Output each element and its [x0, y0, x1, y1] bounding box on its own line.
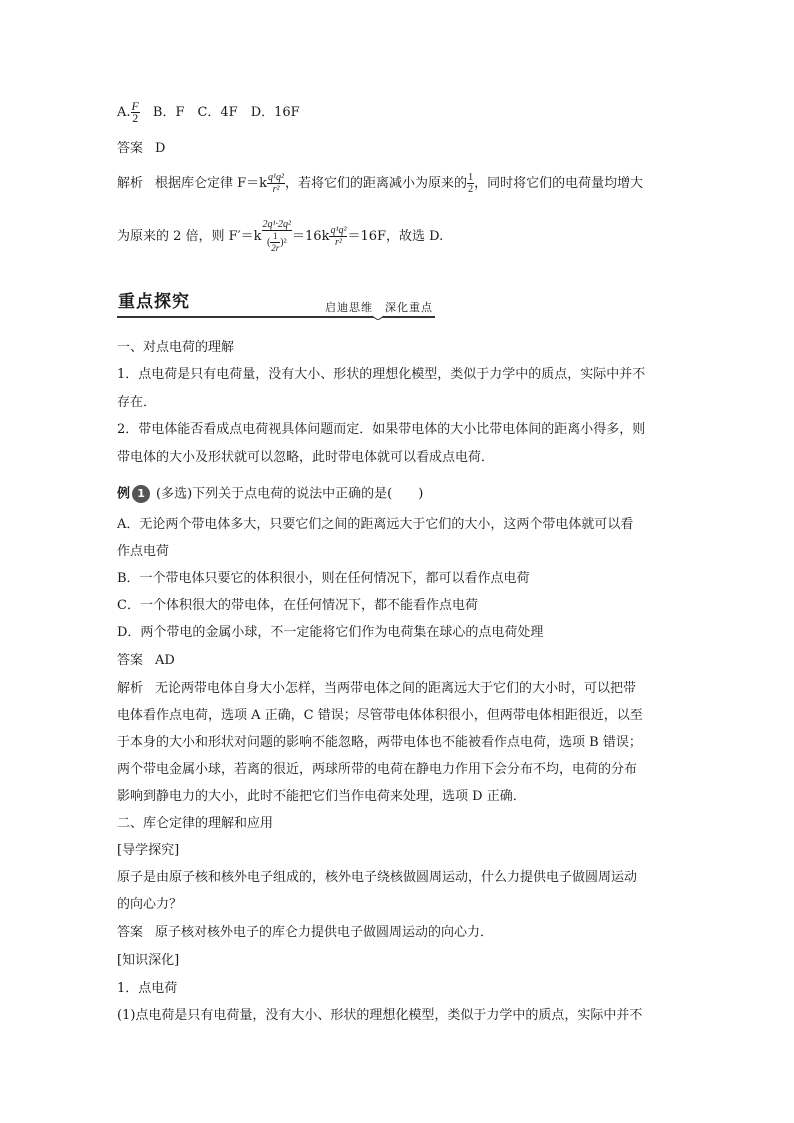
- paren-open: (: [266, 236, 271, 248]
- paren-close: )²: [280, 236, 287, 248]
- part2-paragraph-1: (1)点电荷是只有电荷量，没有大小、形状的理想化模型，类似于力学中的质点，实际中并不: [117, 1008, 643, 1023]
- part1-heading: 一、对点电荷的理解: [117, 340, 235, 355]
- new-force-fraction: [262, 219, 293, 254]
- fraction-numerator: 1: [468, 172, 474, 183]
- option-a-line-1: A．无论两个带电体多大，只要它们之间的距离远大于它们的大小，这两个带电体就可以看: [117, 517, 634, 532]
- analysis-label: 解析: [117, 176, 144, 191]
- fraction-denominator: 2: [468, 184, 474, 195]
- answer-value: D: [155, 141, 166, 156]
- example-answer-line: [117, 652, 175, 670]
- fraction-numerator: F: [131, 99, 139, 113]
- example-analysis-line-1: [117, 680, 636, 698]
- fraction-numerator: q¹q²: [330, 225, 347, 236]
- options-rest: B．F C．4F D．16F: [152, 105, 300, 120]
- analysis-text: ＝16k: [292, 229, 330, 244]
- part2-answer-line: [117, 924, 493, 942]
- option-c-line: C．一个体积很大的带电体，在任何情况下，都不能看作点电荷: [117, 598, 478, 613]
- example-analysis-line-5: 影响到静电力的大小，此时不能把它们当作电荷来处理，选项 D 正确．: [117, 789, 526, 804]
- example-stem: (多选)下列关于点电荷的说法中正确的是( ): [156, 486, 424, 502]
- section-subtitle: 启迪思维 深化重点: [325, 301, 433, 314]
- part1-text-1: 1．点电荷是只有电荷量，没有大小、形状的理想化模型，类似于力学中的质点，实际中并不: [117, 367, 646, 382]
- analysis-text: ＝16F，故选 D.: [347, 229, 444, 244]
- part1-text-2: 存在．: [117, 395, 157, 410]
- part2-question-1: 原子是由原子核和核外电子组成的，核外电子绕核做圆周运动，什么力提供电子做圆周运动: [117, 870, 638, 885]
- fraction-denominator: r²: [335, 237, 342, 248]
- fraction-numerator: 2q¹·2q²: [262, 219, 292, 230]
- options-line: [117, 101, 300, 124]
- answer-line: [117, 140, 165, 158]
- section-title: 重点探究: [118, 292, 190, 312]
- section-notch-icon: [372, 312, 384, 320]
- analysis-text: ，同时将它们的电荷量均增大: [474, 176, 644, 191]
- option-d-line: D．两个带电的金属小球，不一定能将它们作为电荷集在球心的点电荷处理: [117, 625, 544, 640]
- section-rule: [117, 316, 435, 318]
- fraction-denominator: [262, 231, 293, 254]
- knowledge-deepen-tag: [知识深化]: [117, 953, 180, 968]
- answer-label: 答案: [117, 653, 144, 668]
- part1-text-4: 带电体的大小及形状就可以忽略，此时带电体就可以看成点电荷．: [117, 450, 495, 465]
- option-a-fraction: [131, 101, 140, 124]
- fraction-numerator: 1: [270, 231, 280, 243]
- example-analysis-line-4: 两个带电金属小球，若离的很近，两球所带的电荷在静电力作用下会分布不均，电荷的分布: [117, 762, 638, 777]
- example-stem-line: [117, 485, 423, 504]
- analysis-label: 解析: [117, 681, 144, 696]
- example-analysis-line-3: 于本身的大小和形状对问题的影响不能忽略，两带电体也不能被看作点电荷，选项 B 错误；: [117, 735, 642, 750]
- analysis-line-2: [117, 219, 443, 254]
- analysis-text: 无论两带电体自身大小怎样，当两带电体之间的距离远大于它们的大小时，可以把带: [155, 681, 637, 696]
- example-analysis-line-2: 电体看作点电荷，选项 A 正确，C 错误；尽管带电体体积很小，但两带电体相距很近，以至: [117, 708, 643, 723]
- example-number-badge: 1: [132, 485, 150, 503]
- inner-fraction: [270, 231, 280, 254]
- result-fraction: [329, 225, 347, 248]
- analysis-text: 根据库仑定律 F＝k: [155, 176, 268, 191]
- part2-sub-heading: 1．点电荷: [117, 981, 178, 996]
- answer-value: AD: [155, 653, 175, 668]
- part2-question-2: 的向心力？: [117, 897, 183, 912]
- analysis-line-1: [117, 172, 643, 195]
- coulomb-fraction: [267, 172, 285, 195]
- part1-text-3: 2．带电体能否看成点电荷视具体问题而定．如果带电体的大小比带电体间的距离小得多，则: [117, 422, 646, 437]
- analysis-text: 为原来的 2 倍，则 F′＝k: [117, 229, 262, 244]
- answer-label: 答案: [117, 141, 144, 156]
- fraction-numerator: q¹q²: [268, 172, 285, 183]
- answer-value: 原子核对核外电子的库仑力提供电子做圆周运动的向心力．: [155, 925, 494, 940]
- fraction-denominator: r²: [272, 184, 280, 195]
- option-a-line-2: 作点电荷: [117, 544, 170, 559]
- option-b-line: B．一个带电体只要它的体积很小，则在任何情况下，都可以看作点电荷: [117, 571, 530, 586]
- part2-heading: 二、库仑定律的理解和应用: [117, 816, 274, 831]
- half-fraction: [467, 172, 474, 195]
- answer-label: 答案: [117, 925, 144, 940]
- analysis-text: ，若将它们的距离减小为原来的: [285, 176, 468, 191]
- example-label: 例: [117, 486, 131, 502]
- option-a-label: A.: [117, 105, 131, 120]
- fraction-denominator: 2r: [271, 243, 280, 253]
- fraction-denominator: 2: [132, 111, 139, 125]
- guided-inquiry-tag: [导学探究]: [117, 843, 180, 858]
